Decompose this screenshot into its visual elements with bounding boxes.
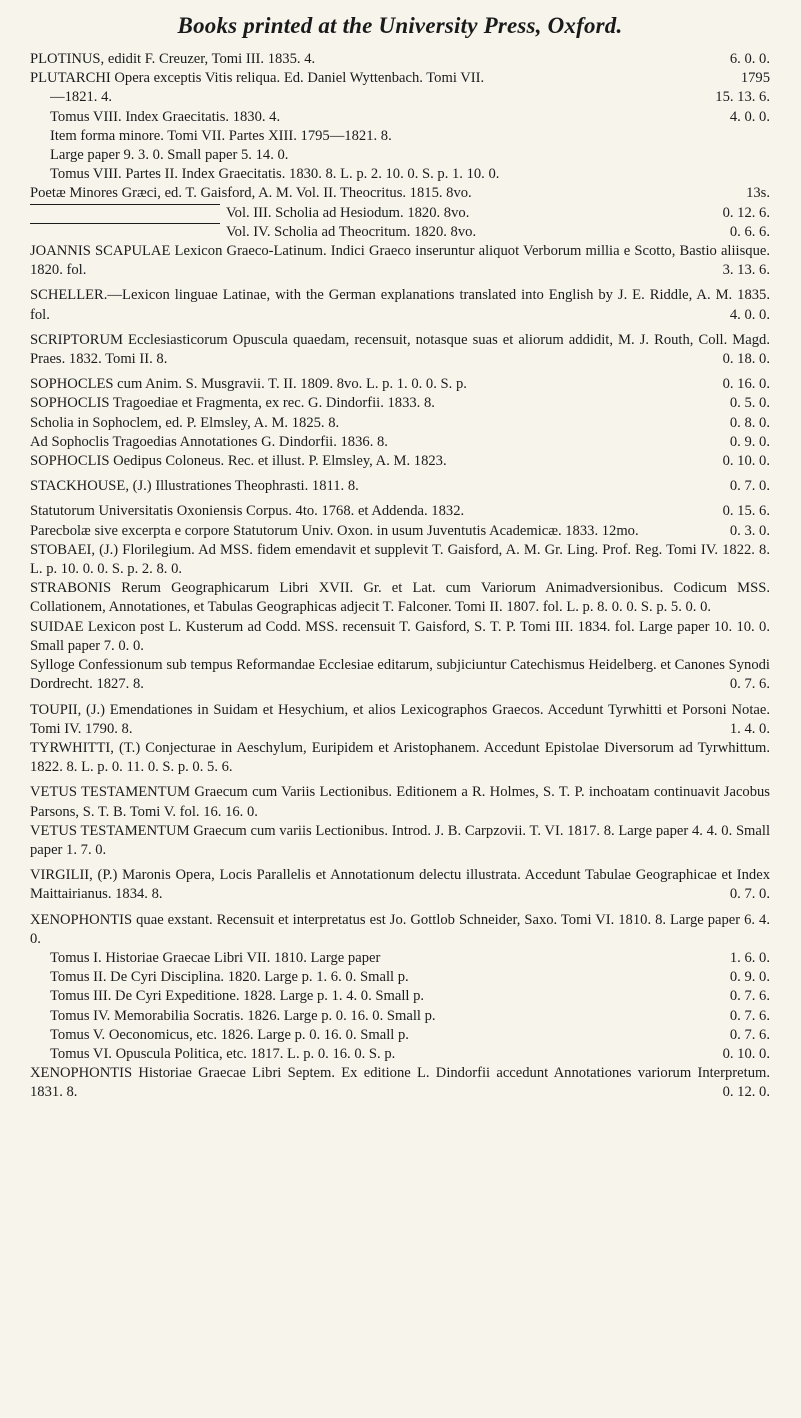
entry-price: 4. 0. 0. (729, 108, 770, 125)
entry-text: Vol. III. Scholia ad Hesiodum. 1820. 8vo. (226, 204, 470, 221)
entry-price: 0. 7. 0. (729, 478, 770, 495)
catalogue-entry (30, 165, 770, 184)
catalogue-entry (30, 1007, 770, 1026)
entry-text: Tomus V. Oeconomicus, etc. 1826. Large p. 0. 16. 0. Small p. (50, 1026, 409, 1043)
entry-text: SCHELLER.—Lexicon linguae Latinae, with the German explanations translated into English by J. E. Riddle, A. M. 1835. fol. (30, 287, 770, 323)
entry-price: 0. 8. 0. (729, 414, 770, 431)
entry-text: Tomus VIII. Partes II. Index Graecitatis. 1830. 8. L. p. 2. 10. 0. S. p. 1. 10. 0. (50, 166, 500, 183)
catalogue-entry (30, 452, 770, 471)
catalogue-entry (30, 949, 770, 968)
entry-text: Scholia in Sophoclem, ed. P. Elmsley, A. M. 1825. 8. (30, 414, 340, 431)
catalogue-entry (30, 204, 770, 223)
entry-price: 15. 13. 6. (715, 89, 770, 106)
entry-text: SUIDAE Lexicon post L. Kusterum ad Codd. MSS. recensuit T. Gaisford, S. T. P. Tomi III. 1834. fol. Large paper 10. 10. 0. Small paper 7. 0. 0. (30, 618, 770, 654)
entry-text: SOPHOCLIS Tragoediae et Fragmenta, ex rec. G. Dindorfii. 1833. 8. (30, 395, 435, 412)
entry-price: 1795 (740, 70, 770, 87)
catalogue-entry (30, 968, 770, 987)
ditto-rule (30, 204, 220, 223)
catalogue-entry (30, 522, 770, 541)
entry-text: Tomus VI. Opuscula Politica, etc. 1817. L. p. 0. 16. 0. S. p. (50, 1045, 396, 1062)
catalogue-entry (30, 414, 770, 433)
catalogue-entry (30, 618, 770, 656)
entry-text: Tomus III. De Cyri Expeditione. 1828. Large p. 1. 4. 0. Small p. (50, 988, 425, 1005)
entry-price: 0. 3. 0. (729, 522, 770, 539)
entry-price: 0. 7. 6. (729, 1026, 770, 1043)
catalogue-entry (30, 184, 770, 203)
entry-text: PLOTINUS, edidit F. Creuzer, Tomi III. 1835. 4. (30, 51, 316, 67)
entry-text: Tomus VIII. Index Graecitatis. 1830. 4. (50, 108, 281, 125)
entry-price: 0. 12. 6. (722, 204, 770, 221)
catalogue-page (30, 8, 770, 1103)
entry-price: 0. 16. 0. (722, 376, 770, 393)
entry-text: TYRWHITTI, (T.) Conjecturae in Aeschylum, Euripidem et Aristophanem. Accedunt Epistolae Diversorum ad Tyrwhittum. 1822. 8. L. p. 0. 11. 0. S. p. 0. 5. 6. (30, 739, 770, 776)
catalogue-entry (30, 127, 770, 146)
catalogue-entry (30, 541, 770, 579)
catalogue-entry (30, 1045, 770, 1064)
catalogue-entry (30, 50, 770, 69)
entry-price: 0. 7. 6. (729, 988, 770, 1005)
entry-text: Statutorum Universitatis Oxoniensis Corpus. 4to. 1768. et Addenda. 1832. (30, 503, 465, 520)
entry-price: 0. 12. 0. (722, 1084, 770, 1101)
catalogue-entry (30, 822, 770, 860)
entry-price: 0. 15. 6. (722, 503, 770, 520)
entry-text: Item forma minore. Tomi VII. Partes XIII. 1795—1821. 8. (50, 127, 392, 144)
entry-price: 13s. (746, 185, 770, 202)
entry-price: 0. 7. 0. (729, 886, 770, 903)
entry-text: Parecbolæ sive excerpta e corpore Statutorum Univ. Oxon. in usum Juventutis Academicæ. 1833. 12mo. (30, 522, 639, 539)
catalogue-entry (30, 375, 770, 394)
entry-text: Tomus II. De Cyri Disciplina. 1820. Large p. 1. 6. 0. Small p. (50, 969, 409, 986)
catalogue-entry (30, 331, 770, 369)
catalogue-entry (30, 88, 770, 107)
entry-price: 0. 7. 6. (729, 676, 770, 693)
catalogue-entry (30, 866, 770, 904)
entry-price: 0. 6. 6. (729, 223, 770, 240)
catalogue-entry (30, 911, 770, 949)
catalogue-entry (30, 579, 770, 617)
entry-text: TOUPII, (J.) Emendationes in Suidam et Hesychium, et alios Lexicographos Graecos. Accedunt Tyrwhitti et Porsoni Notae. Tomi IV. 1790. 8. (30, 701, 770, 737)
entry-text: VETUS TESTAMENTUM Graecum cum variis Lectionibus. Introd. J. B. Carpzovii. T. VI. 1817. 8. Large paper 4. 4. 0. Small paper 1. 7. 0. (30, 822, 770, 858)
entry-price: 6. 0. 0. (729, 51, 770, 67)
entry-price: 0. 9. 0. (729, 433, 770, 450)
entry-text: SOPHOCLES cum Anim. S. Musgravii. T. II. 1809. 8vo. L. p. 1. 0. 0. S. p. (30, 376, 467, 393)
catalogue-entry (30, 987, 770, 1006)
catalogue-entry (30, 739, 770, 777)
entry-text: VIRGILII, (P.) Maronis Opera, Locis Parallelis et Annotationum delectu illustrata. Accedunt Tabulae Geographicae et Index Maittairianus. 1834. 8. (30, 867, 770, 903)
entry-text: PLUTARCHI Opera exceptis Vitis reliqua. Ed. Daniel Wyttenbach. Tomi VII. (30, 70, 485, 87)
entry-text: —1821. 4. (50, 89, 113, 106)
catalogue-entry (30, 656, 770, 694)
catalogue-entry (30, 69, 770, 88)
entry-price: 4. 0. 0. (729, 306, 770, 323)
entry-price: 0. 10. 0. (722, 453, 770, 470)
catalogue-entry (30, 108, 770, 127)
catalogue-entry (30, 286, 770, 324)
entry-text: Vol. IV. Scholia ad Theocritum. 1820. 8vo. (226, 223, 477, 240)
catalogue-entry (30, 477, 770, 496)
catalogue-entry (30, 394, 770, 413)
catalogue-entries (30, 50, 770, 1103)
page-title: Books printed at the University Press, Oxford. (177, 13, 623, 38)
entry-price: 0. 18. 0. (722, 351, 770, 368)
entry-text: Tomus IV. Memorabilia Socratis. 1826. Large p. 0. 16. 0. Small p. (50, 1007, 436, 1024)
entry-price: 0. 9. 0. (729, 969, 770, 986)
catalogue-entry (30, 1026, 770, 1045)
catalogue-entry (30, 223, 770, 242)
entry-text: Large paper 9. 3. 0. Small paper 5. 14. 0. (50, 147, 289, 164)
entry-price: 0. 10. 0. (722, 1045, 770, 1062)
entry-text: SCRIPTORUM Ecclesiasticorum Opuscula quaedam, recensuit, notasque suas et aliorum addidit, M. J. Routh, Coll. Magd. Praes. 1832. Tomi II. 8. (30, 331, 770, 368)
entry-price: 0. 5. 0. (729, 395, 770, 412)
catalogue-entry (30, 701, 770, 739)
catalogue-entry (30, 146, 770, 165)
entry-text: SOPHOCLIS Oedipus Coloneus. Rec. et illust. P. Elmsley, A. M. 1823. (30, 453, 447, 470)
entry-price: 3. 13. 6. (722, 262, 770, 279)
catalogue-entry (30, 502, 770, 521)
entry-price: 0. 7. 6. (729, 1007, 770, 1024)
entry-text: STRABONIS Rerum Geographicarum Libri XVII. Gr. et Lat. cum Variorum Animadversionibus. Codicum MSS. Collationem, Annotationes, et Tabulas Geographicas adjecit T. Falconer. Tomi II. 1807. fol. L. p. 8. 0. 0. S. p. 5. 0. 0. (30, 580, 770, 616)
entry-text: Tomus I. Historiae Graecae Libri VII. 1810. Large paper (50, 949, 381, 966)
catalogue-entry (30, 242, 770, 280)
entry-text: STOBAEI, (J.) Florilegium. Ad MSS. fidem emendavit et supplevit T. Gaisford, A. M. Gr. Ling. Prof. Reg. Tomi IV. 1822. 8. L. p. 10. 0. 0. S. p. 2. 8. 0. (30, 541, 770, 578)
entry-text: Ad Sophoclis Tragoedias Annotationes G. Dindorfii. 1836. 8. (30, 433, 388, 450)
entry-price: 1. 6. 0. (729, 949, 770, 966)
entry-text: Poetæ Minores Græci, ed. T. Gaisford, A. M. Vol. II. Theocritus. 1815. 8vo. (30, 185, 472, 202)
entry-text: XENOPHONTIS Historiae Graecae Libri Septem. Ex editione L. Dindorfii accedunt Annotationes variorum Interpretum. 1831. 8. (30, 1065, 770, 1101)
entry-price: 1. 4. 0. (729, 720, 770, 737)
entry-text: JOANNIS SCAPULAE Lexicon Graeco-Latinum. Indici Graeco inseruntur aliquot Verborum millia e Scotto, Bastio aliisque. 1820. fol. (30, 243, 770, 279)
catalogue-entry (30, 783, 770, 821)
entry-text: VETUS TESTAMENTUM Graecum cum Variis Lectionibus. Editionem a R. Holmes, S. T. P. inchoatam continuavit Jacobus Parsons, S. T. B. Tomi V. fol. 16. 16. 0. (30, 784, 770, 820)
entry-text: XENOPHONTIS quae exstant. Recensuit et interpretatus est Jo. Gottlob Schneider, Saxo. Tomi VI. 1810. 8. Large paper 6. 4. 0. (30, 911, 770, 947)
catalogue-entry (30, 433, 770, 452)
catalogue-entry (30, 1064, 770, 1102)
entry-text: STACKHOUSE, (J.) Illustrationes Theophrasti. 1811. 8. (30, 478, 359, 495)
entry-text: Sylloge Confessionum sub tempus Reformandae Ecclesiae editarum, subjiciuntur Catechismus Heidelberg. et Canones Synodi Dordrecht. 1827. 8. (30, 657, 770, 693)
ditto-rule (30, 223, 220, 242)
